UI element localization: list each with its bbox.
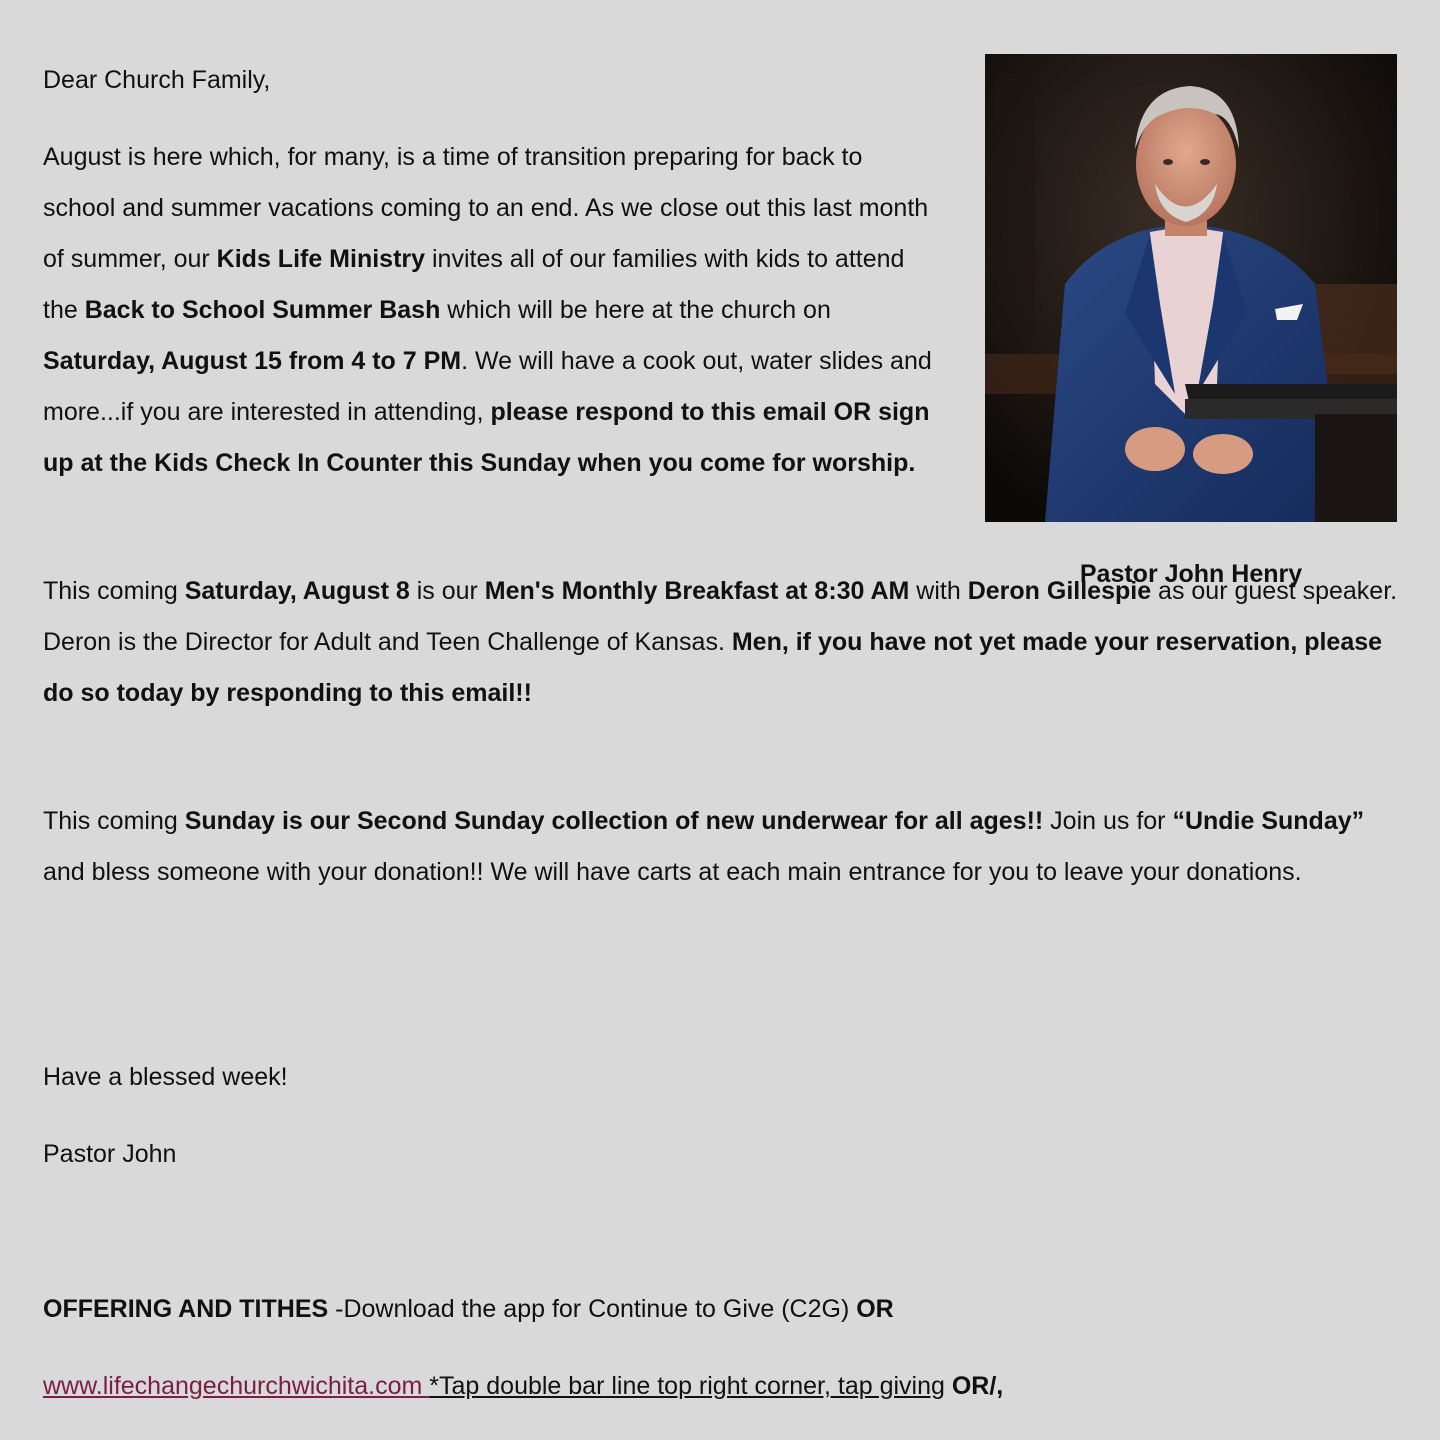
kids-life-ministry-highlight: Kids Life Ministry	[216, 245, 426, 273]
respond-instruction: please respond to this email OR sign up at the Kids Check In Counter this Sunday when you come for worship.	[43, 398, 930, 477]
summer-bash-date: Saturday, August 15 from 4 to 7 PM	[43, 347, 462, 375]
breakfast-title: Men's Monthly Breakfast at 8:30 AM	[484, 577, 910, 605]
photo-caption: Pastor John Henry	[1079, 560, 1303, 588]
offering-line: OFFERING AND TITHES -Download the app for Continue to Give (C2G) OR	[43, 1295, 894, 1323]
undie-sunday-title: “Undie Sunday”	[1172, 807, 1365, 835]
guest-speaker: Deron Gillespie	[967, 577, 1152, 605]
website-link[interactable]: www.lifechangechurchwichita.com	[43, 1372, 430, 1400]
reservation-note: Men, if you have not yet made your reservation, please do so today by responding to this email!!	[43, 628, 1383, 707]
pastor-photo	[985, 54, 1397, 522]
greeting: Dear Church Family,	[43, 66, 271, 94]
website-line: www.lifechangechurchwichita.com *Tap double bar line top right corner, tap giving OR/,	[43, 1372, 1004, 1400]
summer-bash-highlight: Back to School Summer Bash	[84, 296, 441, 324]
signature: Pastor John	[43, 1140, 177, 1168]
collection-highlight: Sunday is our Second Sunday collection of new underwear for all ages!!	[184, 807, 1044, 835]
giving-instruction: *Tap double bar line top right corner, tap giving	[429, 1372, 945, 1400]
closing-line: Have a blessed week!	[43, 1063, 288, 1091]
kids-ministry-paragraph: August is here which, for many, is a time of transition preparing for back to school and summer vacations coming to an end. As we close out this last month of summer, our Kids Life Ministry invites all of our families with kids to attend the Back to School Summer Bash which will be here at the church on Saturday, August 15 from 4 to 7 PM. We will have a cook out, water slides and more...if you are interested in attending, please respond to this email OR sign up at the Kids Check In Counter this Sunday when you come for worship.	[43, 143, 932, 477]
breakfast-date: Saturday, August 8	[184, 577, 410, 605]
mens-breakfast-paragraph: This coming Saturday, August 8 is our Men's Monthly Breakfast at 8:30 AM with Deron Gillespie as our guest speaker. Deron is the Director for Adult and Teen Challenge of Kansas. Men, if you have not yet made your reservation, please do so today by responding to this email!!	[43, 577, 1398, 707]
offering-heading: OFFERING AND TITHES	[43, 1295, 329, 1323]
undie-sunday-paragraph: This coming Sunday is our Second Sunday collection of new underwear for all ages!! Join us for “Undie Sunday” and bless someone with your donation!! We will have carts at each main entrance for you to leave your donations.	[43, 807, 1365, 886]
